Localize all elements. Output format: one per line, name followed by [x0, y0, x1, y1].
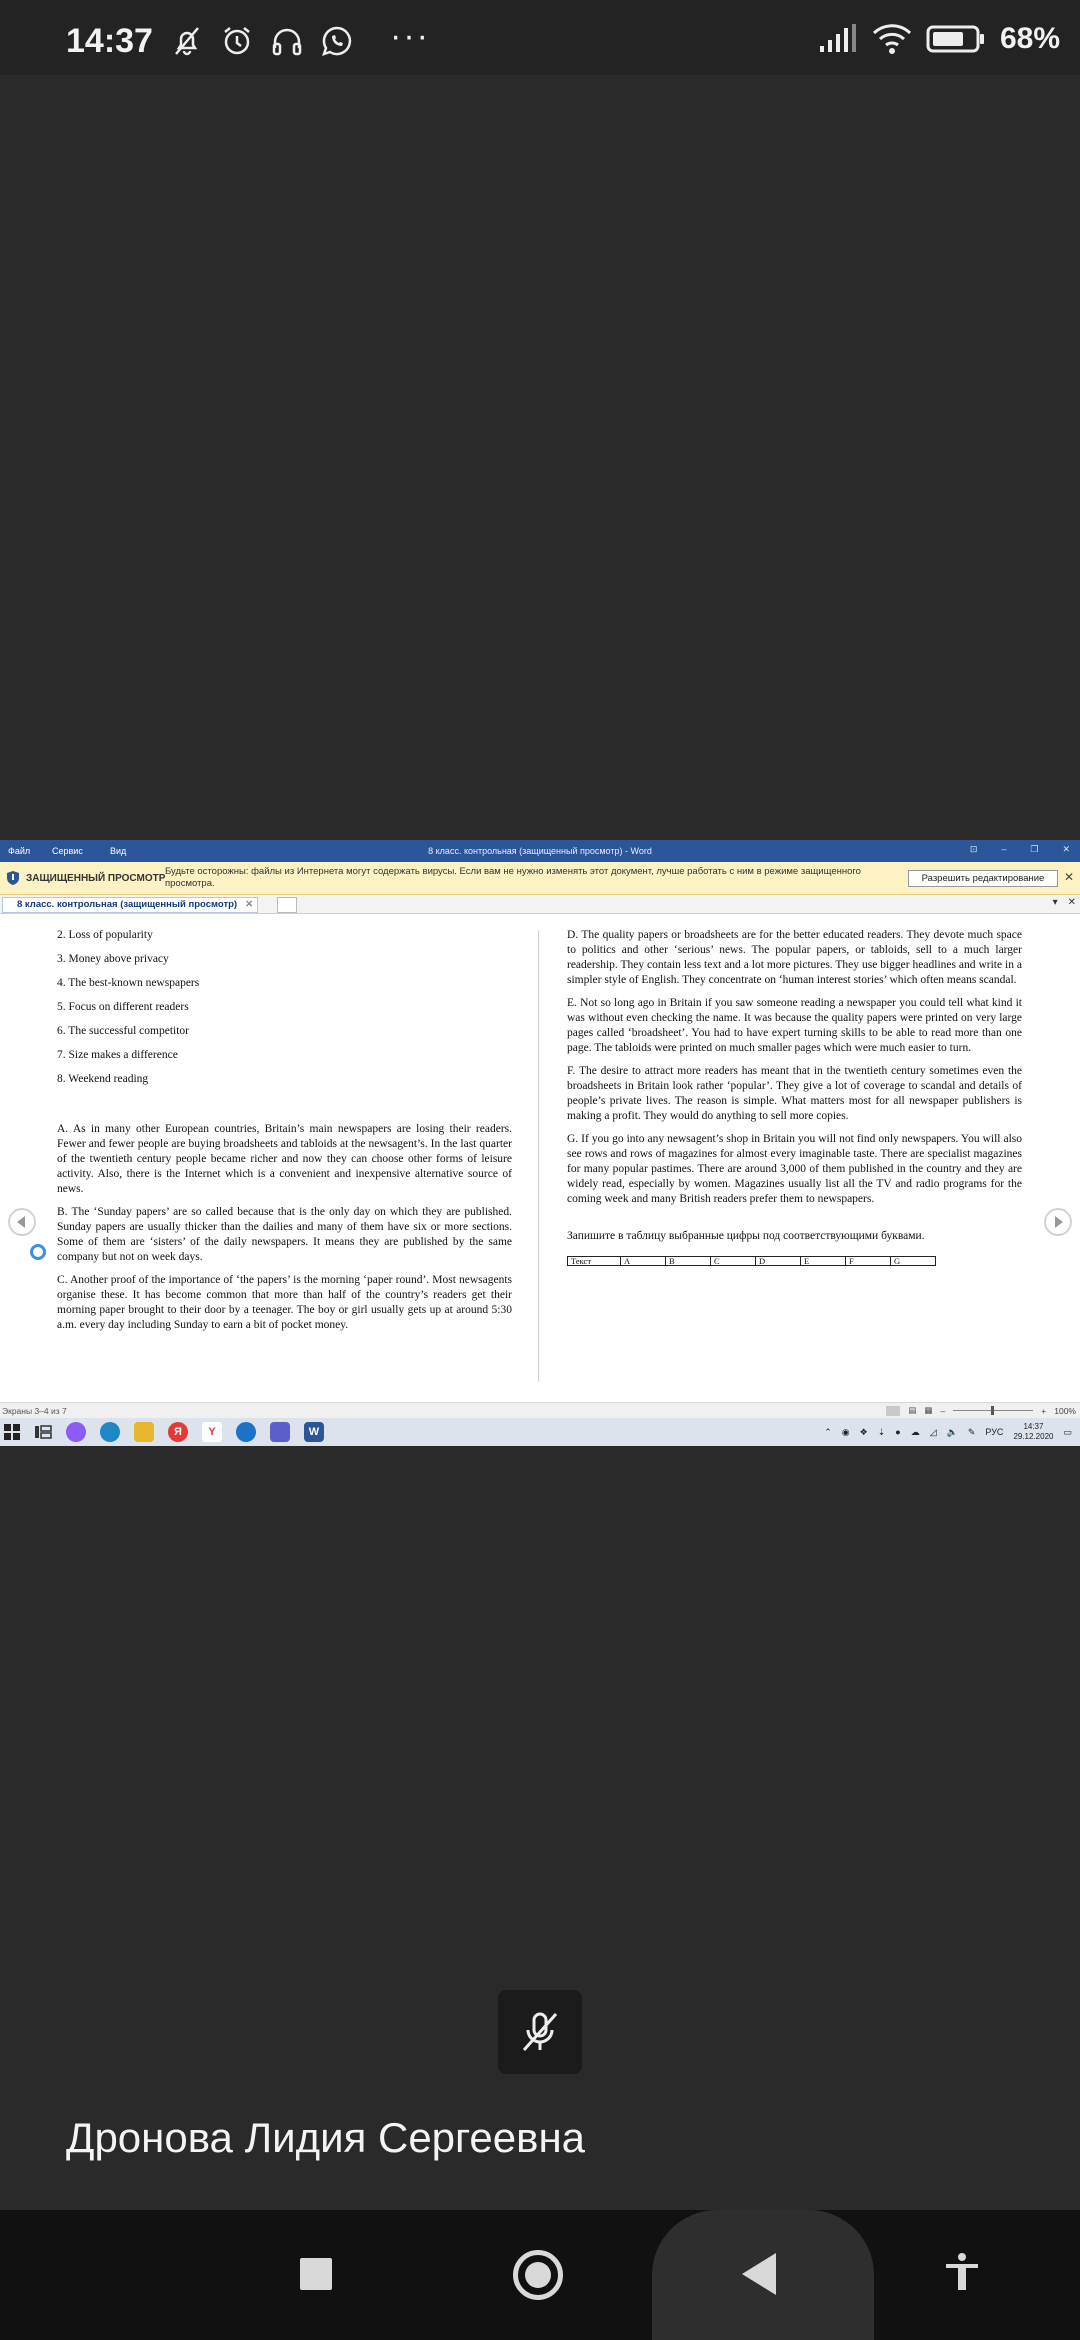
- heading-item: 3. Money above privacy: [57, 953, 169, 965]
- tray-device-icon[interactable]: ◉: [841, 1426, 850, 1437]
- mic-muted-button[interactable]: [498, 1990, 582, 2074]
- wifi-icon: [872, 23, 912, 55]
- ribbon-options-icon[interactable]: ⊡: [969, 844, 978, 854]
- dropbox-icon[interactable]: ❖: [859, 1426, 868, 1437]
- notification-icons: [170, 16, 430, 58]
- mute-bell-icon: [170, 24, 204, 58]
- tab-document-label: 8 класс. контрольная (защищенный просмотр): [17, 899, 238, 910]
- new-tab-button[interactable]: [277, 897, 297, 913]
- task-view-icon[interactable]: [34, 1424, 52, 1440]
- close-tab-icon[interactable]: ✕: [1067, 897, 1076, 908]
- table-cell: F: [846, 1256, 891, 1265]
- screens-info: Экраны 3–4 из 7: [2, 1406, 67, 1416]
- shared-screen: [0, 840, 1080, 1446]
- tray-time: 14:37: [1023, 1422, 1044, 1431]
- tray-language[interactable]: РУС: [985, 1427, 1004, 1437]
- tray-date: 29.12.2020: [1013, 1432, 1054, 1441]
- heading-item: 8. Weekend reading: [57, 1073, 149, 1085]
- tab-close-icon[interactable]: ✕: [245, 899, 254, 910]
- window-controls: [970, 844, 1070, 855]
- zoom-in-icon[interactable]: +: [1041, 1405, 1047, 1416]
- window-title: 8 класс. контрольная (защищенный просмотр) - Word: [428, 846, 652, 856]
- document-tabs: [0, 895, 1080, 914]
- menu-view[interactable]: Вид: [110, 846, 127, 856]
- right-column: [567, 928, 1022, 1266]
- battery-icon: [926, 24, 986, 54]
- pen-icon[interactable]: ✎: [967, 1426, 976, 1437]
- paragraph-a: A. As in many other European countries, Britain’s main newspapers are losing their readers. Fewer and fewer people are buying broadsheets and tabloids at the newsagent’s. In the last quarter of the twentieth century people became richer and now they can choose other forms of leisure activity. Also, there is the Internet which is a convenient and inexpensive alternative source of news.: [57, 1123, 512, 1195]
- shield-icon: [6, 871, 20, 885]
- mic-tray-icon[interactable]: ●: [895, 1427, 901, 1437]
- zoom-level: 100%: [1054, 1405, 1076, 1416]
- minimize-icon[interactable]: –: [1001, 844, 1007, 854]
- close-bar-icon[interactable]: ✕: [1063, 870, 1074, 884]
- menu-file[interactable]: Файл: [8, 846, 31, 856]
- protected-view-message: Будьте осторожны: файлы из Интернета могут содержать вирусы. Если вам не нужно изменять этот документ, лучше работать с ним в режиме защищенного просмотра.: [165, 866, 861, 889]
- taskbar-apps: [4, 1422, 324, 1442]
- windows-taskbar: [0, 1418, 1080, 1446]
- next-page-button[interactable]: [1044, 1208, 1072, 1236]
- cursor-marker-icon: [30, 1244, 46, 1260]
- system-tray: [824, 1422, 1072, 1442]
- table-cell: Текст: [568, 1256, 621, 1265]
- alarm-icon: [220, 24, 254, 58]
- paragraph-f: F. The desire to attract more readers has meant that in the twentieth century sometimes even the broadsheets in Britain look rather ‘popular’. They give a lot of coverage to scandal and details of people’s private lives. The reason is simple. What matters most for all newspaper publishers is making a profit. They would do anything to sell more copies.: [567, 1065, 1022, 1122]
- print-layout-icon[interactable]: ▤: [908, 1405, 917, 1415]
- recents-button[interactable]: [300, 2258, 332, 2290]
- table-cell: C: [711, 1256, 756, 1265]
- system-icons: [818, 22, 1060, 56]
- network-icon[interactable]: ◿: [929, 1426, 937, 1437]
- paragraph-d: D. The quality papers or broadsheets are for the better educated readers. They devote much space to politics and other ‘serious’ news. The popular papers, or tabloids, sell to a much larger readership. They contain less text and a lot more pictures. They use bigger headlines and write in a simpler style of English. They concentrate on ‘human interest stories’ which often means scandal.: [567, 929, 1022, 986]
- zoom-out-icon[interactable]: –: [940, 1405, 946, 1416]
- zoom-slider[interactable]: [953, 1410, 1033, 1411]
- yandex-icon[interactable]: Я: [168, 1422, 188, 1442]
- volume-icon[interactable]: 🔈: [946, 1426, 958, 1437]
- heading-item: 5. Focus on different readers: [57, 1001, 189, 1013]
- download-icon[interactable]: ⇣: [877, 1426, 886, 1437]
- read-mode-icon[interactable]: [886, 1406, 900, 1416]
- accessibility-icon[interactable]: [940, 2250, 984, 2294]
- table-cell: A: [621, 1256, 666, 1265]
- windows-start-icon[interactable]: [4, 1424, 20, 1440]
- signal-icon: [818, 24, 858, 54]
- cloud-icon[interactable]: ☁: [910, 1426, 920, 1437]
- dropdown-icon[interactable]: ▾: [1052, 897, 1058, 908]
- menu-service[interactable]: Сервис: [52, 846, 83, 856]
- back-button[interactable]: [742, 2253, 776, 2295]
- zoom-controls: [886, 1405, 1076, 1416]
- home-button[interactable]: [513, 2250, 563, 2300]
- maximize-icon[interactable]: ❐: [1030, 844, 1039, 854]
- chevron-up-icon[interactable]: ⌃: [824, 1426, 832, 1437]
- more-icon: ···: [390, 16, 430, 55]
- heading-item: 6. The successful competitor: [57, 1025, 190, 1037]
- alice-icon[interactable]: [66, 1422, 86, 1442]
- table-cell: D: [756, 1256, 801, 1265]
- teamviewer-icon[interactable]: [236, 1422, 256, 1442]
- status-time: 14:37: [66, 22, 153, 60]
- paragraph-e: E. Not so long ago in Britain if you saw someone reading a newspaper you could tell what kind it was without even checking the name. It was because the quality papers were printed on very large pages called ‘broadsheet’. You had to have expert turning skills to be able to read more than one page. The tabloids were printed on much smaller pages which were much easier to turn.: [567, 997, 1022, 1054]
- table-cell: E: [801, 1256, 846, 1265]
- edge-icon[interactable]: [100, 1422, 120, 1442]
- word-status-bar: [0, 1402, 1080, 1419]
- zoom-thumb[interactable]: [991, 1406, 994, 1415]
- notifications-icon[interactable]: ▭: [1063, 1426, 1072, 1437]
- tray-clock[interactable]: [1013, 1422, 1053, 1442]
- heading-item: 2. Loss of popularity: [57, 929, 153, 941]
- status-bar: [0, 0, 1080, 75]
- word-icon[interactable]: W: [304, 1422, 324, 1442]
- paragraph-g: G. If you go into any newsagent’s shop in Britain you will not find only newspapers. You will also see rows and rows of magazines for almost every imaginable taste. There are specialist magazines for many popular pastimes. There are around 3,000 of them published in the country and they are widely read, especially by women. Magazines usually list all the TV and radio programs for the coming week and many British readers prefer them to newspapers.: [567, 1133, 1022, 1205]
- folder-icon[interactable]: [134, 1422, 154, 1442]
- left-column: [57, 928, 512, 1341]
- tab-document[interactable]: [2, 897, 258, 913]
- heading-item: 4. The best-known newspapers: [57, 977, 200, 989]
- battery-percent: 68%: [999, 22, 1060, 55]
- instruction-text: Запишите в таблицу выбранные цифры под соответствующими буквами.: [567, 1230, 925, 1242]
- heading-item: 7. Size makes a difference: [57, 1049, 178, 1061]
- close-icon[interactable]: ✕: [1062, 844, 1070, 854]
- protected-view-bar: [0, 862, 1080, 895]
- document-page: [0, 914, 1080, 1402]
- yandex-browser-icon[interactable]: Y: [202, 1422, 222, 1442]
- column-divider: [538, 930, 539, 1382]
- paragraph-b: B. The ‘Sunday papers’ are so called because that is the only day on which they are published. Sunday papers are usually thicker than the dailies and many of them have six or more sections. Some of them are ‘sisters’ of the daily newspapers. It means they are published by the same company but not on week days.: [57, 1206, 512, 1263]
- mic-off-icon: [516, 2008, 564, 2056]
- answer-table: [567, 1256, 936, 1266]
- web-layout-icon[interactable]: ▦: [924, 1405, 933, 1415]
- whatsapp-icon: [320, 24, 354, 58]
- tabs-controls: [1043, 897, 1076, 908]
- prev-page-button[interactable]: [8, 1208, 36, 1236]
- protected-view-label: ЗАЩИЩЕННЫЙ ПРОСМОТР: [26, 873, 166, 884]
- allow-editing-button[interactable]: Разрешить редактирование: [908, 870, 1058, 887]
- word-title-bar: [0, 840, 1080, 862]
- headset-icon: [270, 24, 304, 58]
- table-cell: B: [666, 1256, 711, 1265]
- speaker-name: Дронова Лидия Сергеевна: [66, 2114, 586, 2161]
- paragraph-c: C. Another proof of the importance of ‘the papers’ is the morning ‘paper round’. Most newsagents organise these. It has become common that more than half of the country’s readers get their morning paper brought to their door by a teenager. The boy or girl usually gets up at around 5:30 a.m. every day including Sunday to earn a bit of pocket money.: [57, 1274, 512, 1331]
- table-cell: G: [891, 1256, 936, 1265]
- teams-icon[interactable]: [270, 1422, 290, 1442]
